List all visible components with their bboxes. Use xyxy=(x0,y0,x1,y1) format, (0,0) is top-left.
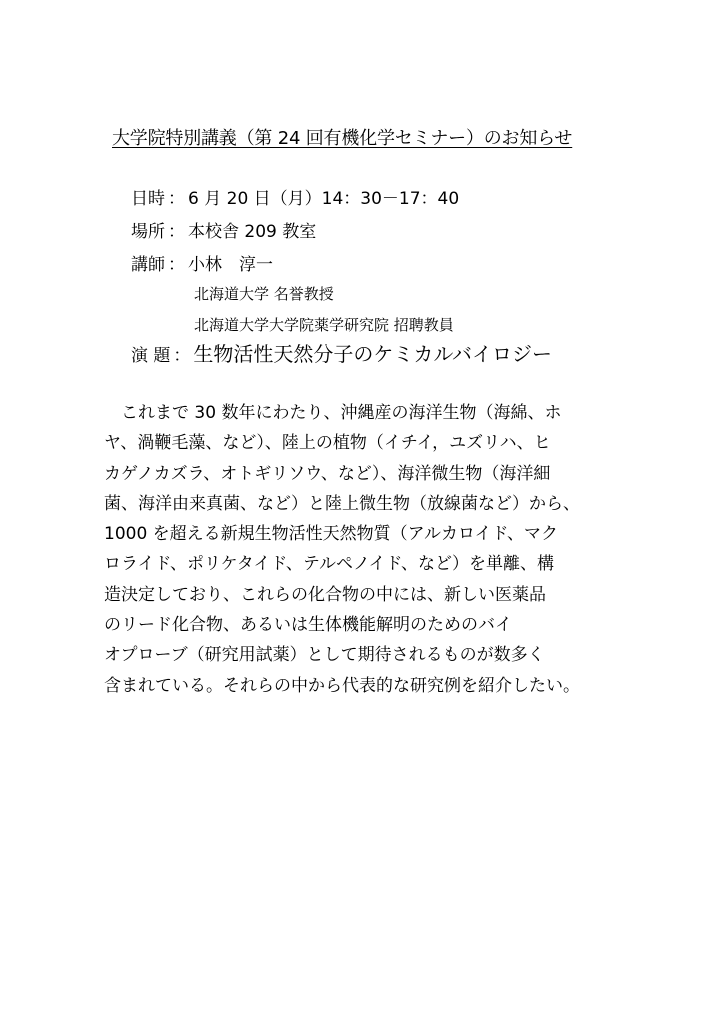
topic-value: 生物活性天然分子のケミカルバイロジー xyxy=(193,342,553,366)
topic-separator: ： xyxy=(173,346,191,366)
abstract-line: 含まれている。それらの中から代表的な研究例を紹介したい。 xyxy=(104,675,580,696)
topic-label: 演 題 xyxy=(131,346,171,366)
place-separator: ： xyxy=(168,222,185,242)
abstract-line: 造決定しており、これらの化合物の中には、新しい医薬品 xyxy=(104,584,546,605)
lecturer-affiliation-1: 北海道大学 名誉教授 xyxy=(194,285,334,303)
abstract-line: のリード化合物、あるいは生体機能解明のためのバイ xyxy=(104,615,512,636)
date-separator: ： xyxy=(168,189,185,209)
date-row xyxy=(131,186,459,212)
abstract-line: 菌、海洋由来真菌、など）と陸上微生物（放線菌など）から、 xyxy=(104,493,580,514)
lecturer-separator: ： xyxy=(168,255,185,275)
lecturer-name: 小林 淳一 xyxy=(188,255,273,275)
lecturer-label: 講師 xyxy=(131,255,165,275)
place-row xyxy=(131,219,316,245)
lecturer-affiliation-2: 北海道大学大学院薬学研究院 招聘教員 xyxy=(194,316,454,334)
place-label: 場所 xyxy=(131,222,165,242)
place-value: 本校舎 209 教室 xyxy=(188,222,317,242)
abstract xyxy=(104,398,634,701)
abstract-line: ヤ、渦鞭毛藻、など）、陸上の植物（イチイ，ユズリハ、ヒ xyxy=(104,433,551,454)
abstract-line: オプローブ（研究用試薬）として期待されるものが数多く xyxy=(104,645,545,666)
abstract-line: ロライド、ポリケタイド、テルペノイド、など）を単離、構 xyxy=(104,554,554,575)
topic-row xyxy=(131,339,552,371)
abstract-line: これまで 30 数年にわたり、沖縄産の海洋生物（海綿、ホ xyxy=(121,403,562,423)
date-label: 日時 xyxy=(131,189,165,209)
abstract-line: カゲノカズラ、オトギリソウ、など）、海洋微生物（海洋細 xyxy=(104,463,551,484)
date-value: 6 月 20 日（月）14：30－17：40 xyxy=(188,189,460,209)
lecturer-row xyxy=(131,252,273,278)
abstract-line: 1000 を超える新規生物活性天然物質（アルカロイド、マク xyxy=(104,524,558,545)
notice-title: 大学院特別講義（第 24 回有機化学セミナー）のお知らせ xyxy=(112,128,573,149)
